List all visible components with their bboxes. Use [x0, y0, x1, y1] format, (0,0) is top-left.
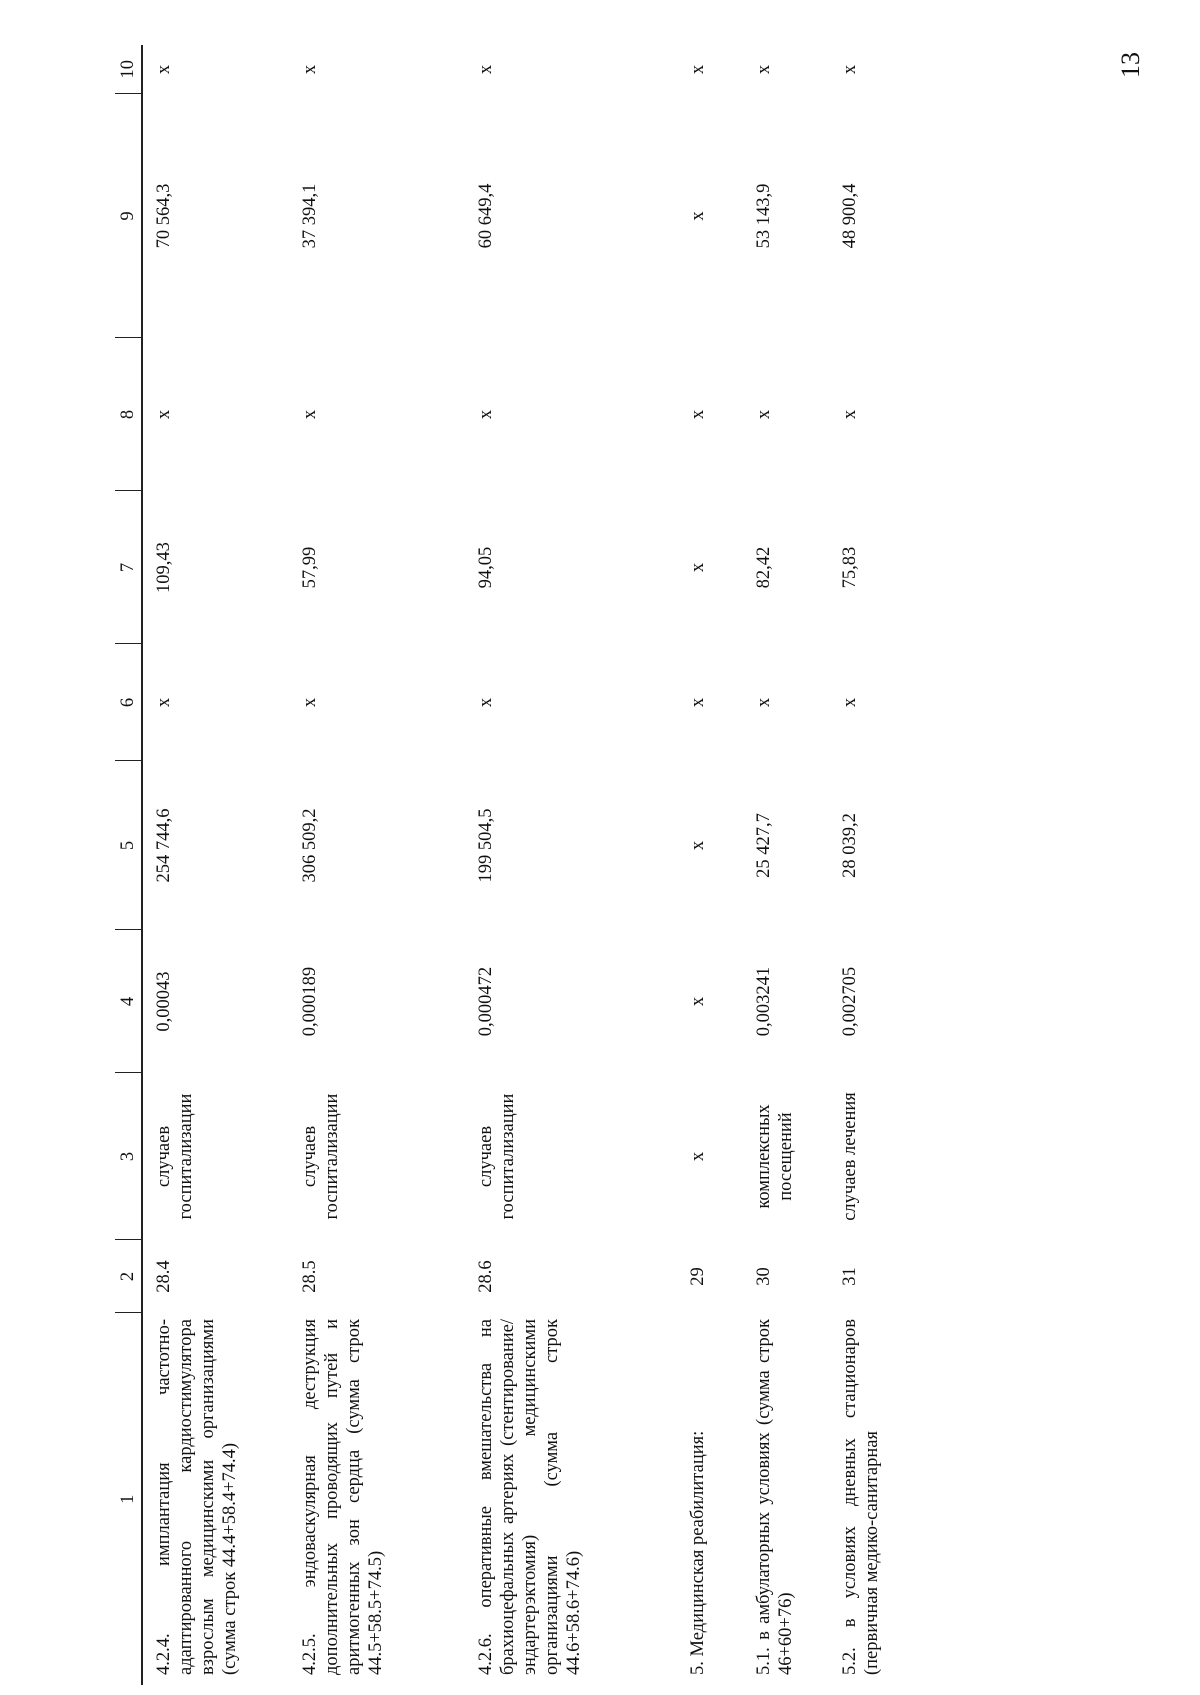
unit-cell: случаев лечения: [840, 1092, 860, 1221]
row-name-cell: 5.1. в амбулаторных условиях (сумма строк 46+60+76): [754, 1319, 796, 1675]
unit-cell: комплексных посещений: [754, 1104, 796, 1209]
table-row: [289, 45, 465, 1685]
value-cell: х: [840, 64, 860, 75]
value-cell: х: [754, 697, 774, 708]
value-cell: х: [476, 64, 496, 75]
value-cell: х: [300, 409, 320, 420]
value-cell: х: [688, 996, 708, 1007]
column-header: 10: [115, 45, 142, 94]
row-code-cell: 28.4: [154, 1260, 174, 1293]
value-cell: х: [688, 64, 708, 75]
value-cell: 0,002705: [840, 966, 860, 1037]
column-header: 3: [115, 1073, 142, 1240]
value-cell: 199 504,5: [476, 808, 496, 883]
value-cell: 60 649,4: [476, 183, 496, 249]
column-number-header-row: [115, 45, 142, 1685]
page-number: 13: [1116, 52, 1145, 78]
value-cell: 82,42: [754, 546, 774, 589]
value-cell: 48 900,4: [840, 183, 860, 249]
data-table: [115, 45, 923, 1685]
value-cell: 28 039,2: [840, 813, 860, 878]
row-code-cell: 31: [840, 1267, 860, 1286]
value-cell: 254 744,6: [154, 808, 174, 883]
value-cell: х: [688, 211, 708, 221]
value-cell: х: [154, 409, 174, 420]
value-cell: х: [154, 697, 174, 708]
column-header: 5: [115, 761, 142, 930]
column-header: 1: [115, 1313, 142, 1685]
value-cell: х: [754, 409, 774, 420]
column-header: 8: [115, 338, 142, 491]
value-cell: 53 143,9: [754, 183, 774, 249]
value-cell: 0,000189: [300, 966, 320, 1037]
value-cell: х: [688, 562, 708, 573]
value-cell: х: [840, 697, 860, 708]
table-row: [829, 45, 923, 1685]
table-row: [465, 45, 677, 1685]
row-code-cell: 28.5: [300, 1260, 320, 1293]
column-header: 6: [115, 644, 142, 761]
value-cell: 37 394,1: [300, 183, 320, 249]
row-name-cell: 5. Медицинская реабилитация:: [688, 1430, 708, 1675]
unit-cell: случаев госпитализации: [476, 1093, 518, 1220]
unit-cell: случаев госпитализации: [300, 1093, 342, 1220]
table-row: [142, 45, 289, 1685]
value-cell: 0,00043: [154, 971, 174, 1032]
value-cell: х: [300, 697, 320, 708]
value-cell: 57,99: [300, 546, 320, 589]
value-cell: 0,003241: [754, 966, 774, 1037]
value-cell: х: [754, 64, 774, 75]
row-code-cell: 30: [754, 1267, 774, 1286]
rotated-table-container: [115, 45, 945, 1685]
value-cell: х: [688, 409, 708, 420]
unit-cell: случаев госпитализации: [154, 1093, 196, 1220]
value-cell: х: [476, 697, 496, 708]
column-header: 9: [115, 94, 142, 338]
value-cell: х: [300, 64, 320, 75]
row-code-cell: 29: [688, 1267, 708, 1286]
value-cell: 25 427,7: [754, 813, 774, 878]
value-cell: х: [688, 697, 708, 708]
value-cell: х: [688, 840, 708, 851]
value-cell: х: [840, 409, 860, 420]
value-cell: 0,000472: [476, 966, 496, 1037]
row-name-cell: 4.2.6. оперативные вмешательства на брахиоцефальных артериях (стентирование/ эндартерэктомия) медицинскими организациями (сумма строк 44.6+58.6+74.6): [476, 1319, 584, 1675]
value-cell: 306 509,2: [300, 808, 320, 883]
table-row: [677, 45, 743, 1685]
column-header: 2: [115, 1240, 142, 1313]
row-name-cell: 5.2. в условиях дневных стационаров (первичная медико-санитарная: [840, 1319, 882, 1675]
row-name-cell: 4.2.4. имплантация частотно-адаптированного кардиостимулятора взрослым медицинскими организациями (сумма строк 44.4+58.4+74.4): [154, 1319, 240, 1675]
table-row: [743, 45, 829, 1685]
value-cell: х: [476, 409, 496, 420]
value-cell: 75,83: [840, 546, 860, 589]
column-header: 4: [115, 930, 142, 1073]
column-header: 7: [115, 491, 142, 644]
unit-cell: х: [688, 1151, 708, 1162]
value-cell: 94,05: [476, 546, 496, 589]
value-cell: 109,43: [154, 542, 174, 593]
value-cell: х: [154, 64, 174, 75]
row-code-cell: 28.6: [476, 1260, 496, 1293]
value-cell: 70 564,3: [154, 183, 174, 249]
row-name-cell: 4.2.5. эндоваскулярная деструкция дополнительных проводящих путей и аритмогенных зон сердца (сумма строк 44.5+58.5+74.5): [300, 1319, 386, 1675]
